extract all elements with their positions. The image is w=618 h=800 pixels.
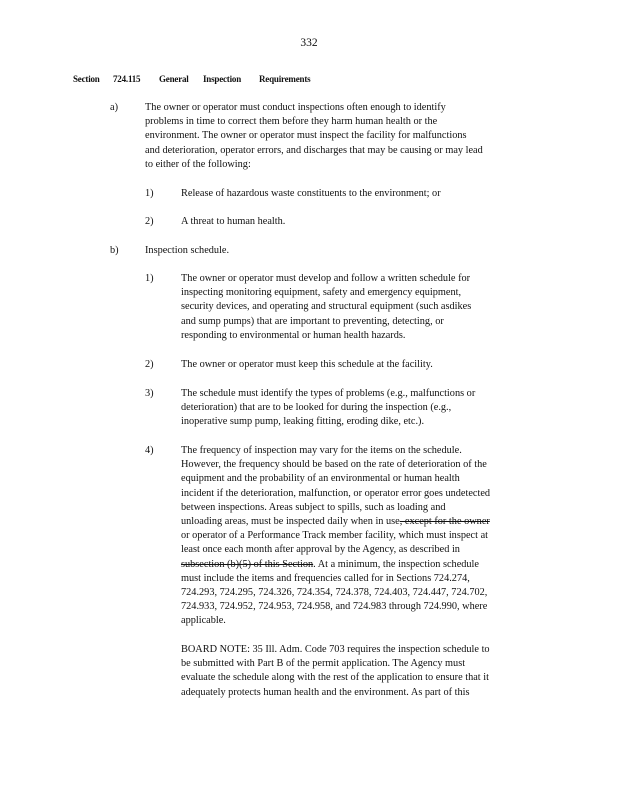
subsection-b-label: b) xyxy=(110,245,119,256)
text-line: adequately protects human health and the environment. As part of this xyxy=(181,686,470,698)
text-line: evaluate the schedule along with the rest of the application to ensure that it xyxy=(181,672,489,684)
text-line xyxy=(181,515,543,529)
subsection-b-4-text xyxy=(181,444,543,629)
text-line: The owner or operator must develop and follow a written schedule for xyxy=(181,273,471,284)
text-line: applicable. xyxy=(181,615,226,627)
section-title-requirements: Requirements xyxy=(259,74,311,84)
struck-text: subsection (b)(5) of this Section xyxy=(181,558,314,570)
text-line: The schedule must identify the types of problems (e.g., malfunctions or xyxy=(181,388,476,399)
text-line: least once each month after approval by the Agency, as described in xyxy=(181,544,460,556)
subsection-a-1-label: 1) xyxy=(145,188,154,199)
page-number: 332 xyxy=(300,37,318,49)
text-line: 724.293, 724.295, 724.326, 724.354, 724.378, 724.403, 724.447, 724.702, xyxy=(181,587,488,599)
subsection-b-2-text: The owner or operator must keep this schedule at the facility. xyxy=(181,359,433,370)
text-line: BOARD NOTE: 35 Ill. Adm. Code 703 requires the inspection schedule to xyxy=(181,644,490,655)
text-line: The frequency of inspection may vary for the items on the schedule. xyxy=(181,445,462,456)
subsection-b-4-label: 4) xyxy=(145,445,154,456)
text-line: environment. The owner or operator must inspect the facility for malfunctions xyxy=(145,130,467,142)
text-line: and sump pumps) that are important to preventing, detecting, or xyxy=(181,315,444,327)
text-line: inspecting monitoring equipment, safety and emergency equipment, xyxy=(181,287,462,299)
text-line: inoperative sump pump, leaking fitting, eroding dike, etc.). xyxy=(181,416,425,428)
subsection-b-1-label: 1) xyxy=(145,273,154,284)
subsection-a-text xyxy=(145,101,545,172)
subsection-b-text: Inspection schedule. xyxy=(145,245,230,256)
subsection-b-3-label: 3) xyxy=(145,388,154,399)
text-line: must include the items and frequencies called for in Sections 724.274, xyxy=(181,572,470,584)
text-segment: unloading areas, must be inspected daily when in use xyxy=(181,516,400,528)
text-line: The owner or operator must conduct inspections often enough to identify xyxy=(145,102,446,113)
text-line: be submitted with Part B of the permit application. The Agency must xyxy=(181,658,466,670)
text-line xyxy=(181,558,543,572)
text-line: responding to environmental or human health hazards. xyxy=(181,329,406,341)
subsection-b-2-label: 2) xyxy=(145,359,154,370)
text-line: to either of the following: xyxy=(145,158,251,170)
section-number: 724.115 xyxy=(113,74,141,84)
text-line: incident if the deterioration, malfunction, or operator error goes undetected xyxy=(181,487,491,499)
section-word: Section xyxy=(73,74,100,84)
section-title-inspection: Inspection xyxy=(203,74,242,84)
subsection-a-1-text: Release of hazardous waste constituents to the environment; or xyxy=(181,188,441,199)
subsection-a-2-label: 2) xyxy=(145,216,154,227)
text-line: between inspections. Areas subject to spills, such as loading and xyxy=(181,501,446,513)
text-line: problems in time to correct them before they harm human health or the xyxy=(145,116,438,128)
text-line: 724.933, 724.952, 724.953, 724.958, and 724.983 through 724.990, where xyxy=(181,601,488,613)
subsection-b-1-text xyxy=(181,272,543,343)
section-heading xyxy=(73,74,310,84)
subsection-a-2-text: A threat to human health. xyxy=(181,216,286,227)
text-line: deterioration) that are to be looked for during the inspection (e.g., xyxy=(181,402,452,414)
text-line: equipment and the probability of an environmental or human health xyxy=(181,473,460,485)
board-note-text xyxy=(181,643,543,700)
text-line: However, the frequency should be based on the rate of deterioration of the xyxy=(181,459,487,471)
text-segment: . At a minimum, the inspection schedule xyxy=(313,558,479,570)
struck-text: , except for the owner xyxy=(399,516,490,528)
section-title-general: General xyxy=(159,74,189,84)
subsection-a-label: a) xyxy=(110,102,118,113)
text-line: or operator of a Performance Track member facility, which must inspect at xyxy=(181,530,488,542)
text-line: and deterioration, operator errors, and discharges that may be causing or may lead xyxy=(145,144,483,156)
text-line: security devices, and operating and structural equipment (such asdikes xyxy=(181,301,472,313)
subsection-b-3-text xyxy=(181,387,543,430)
